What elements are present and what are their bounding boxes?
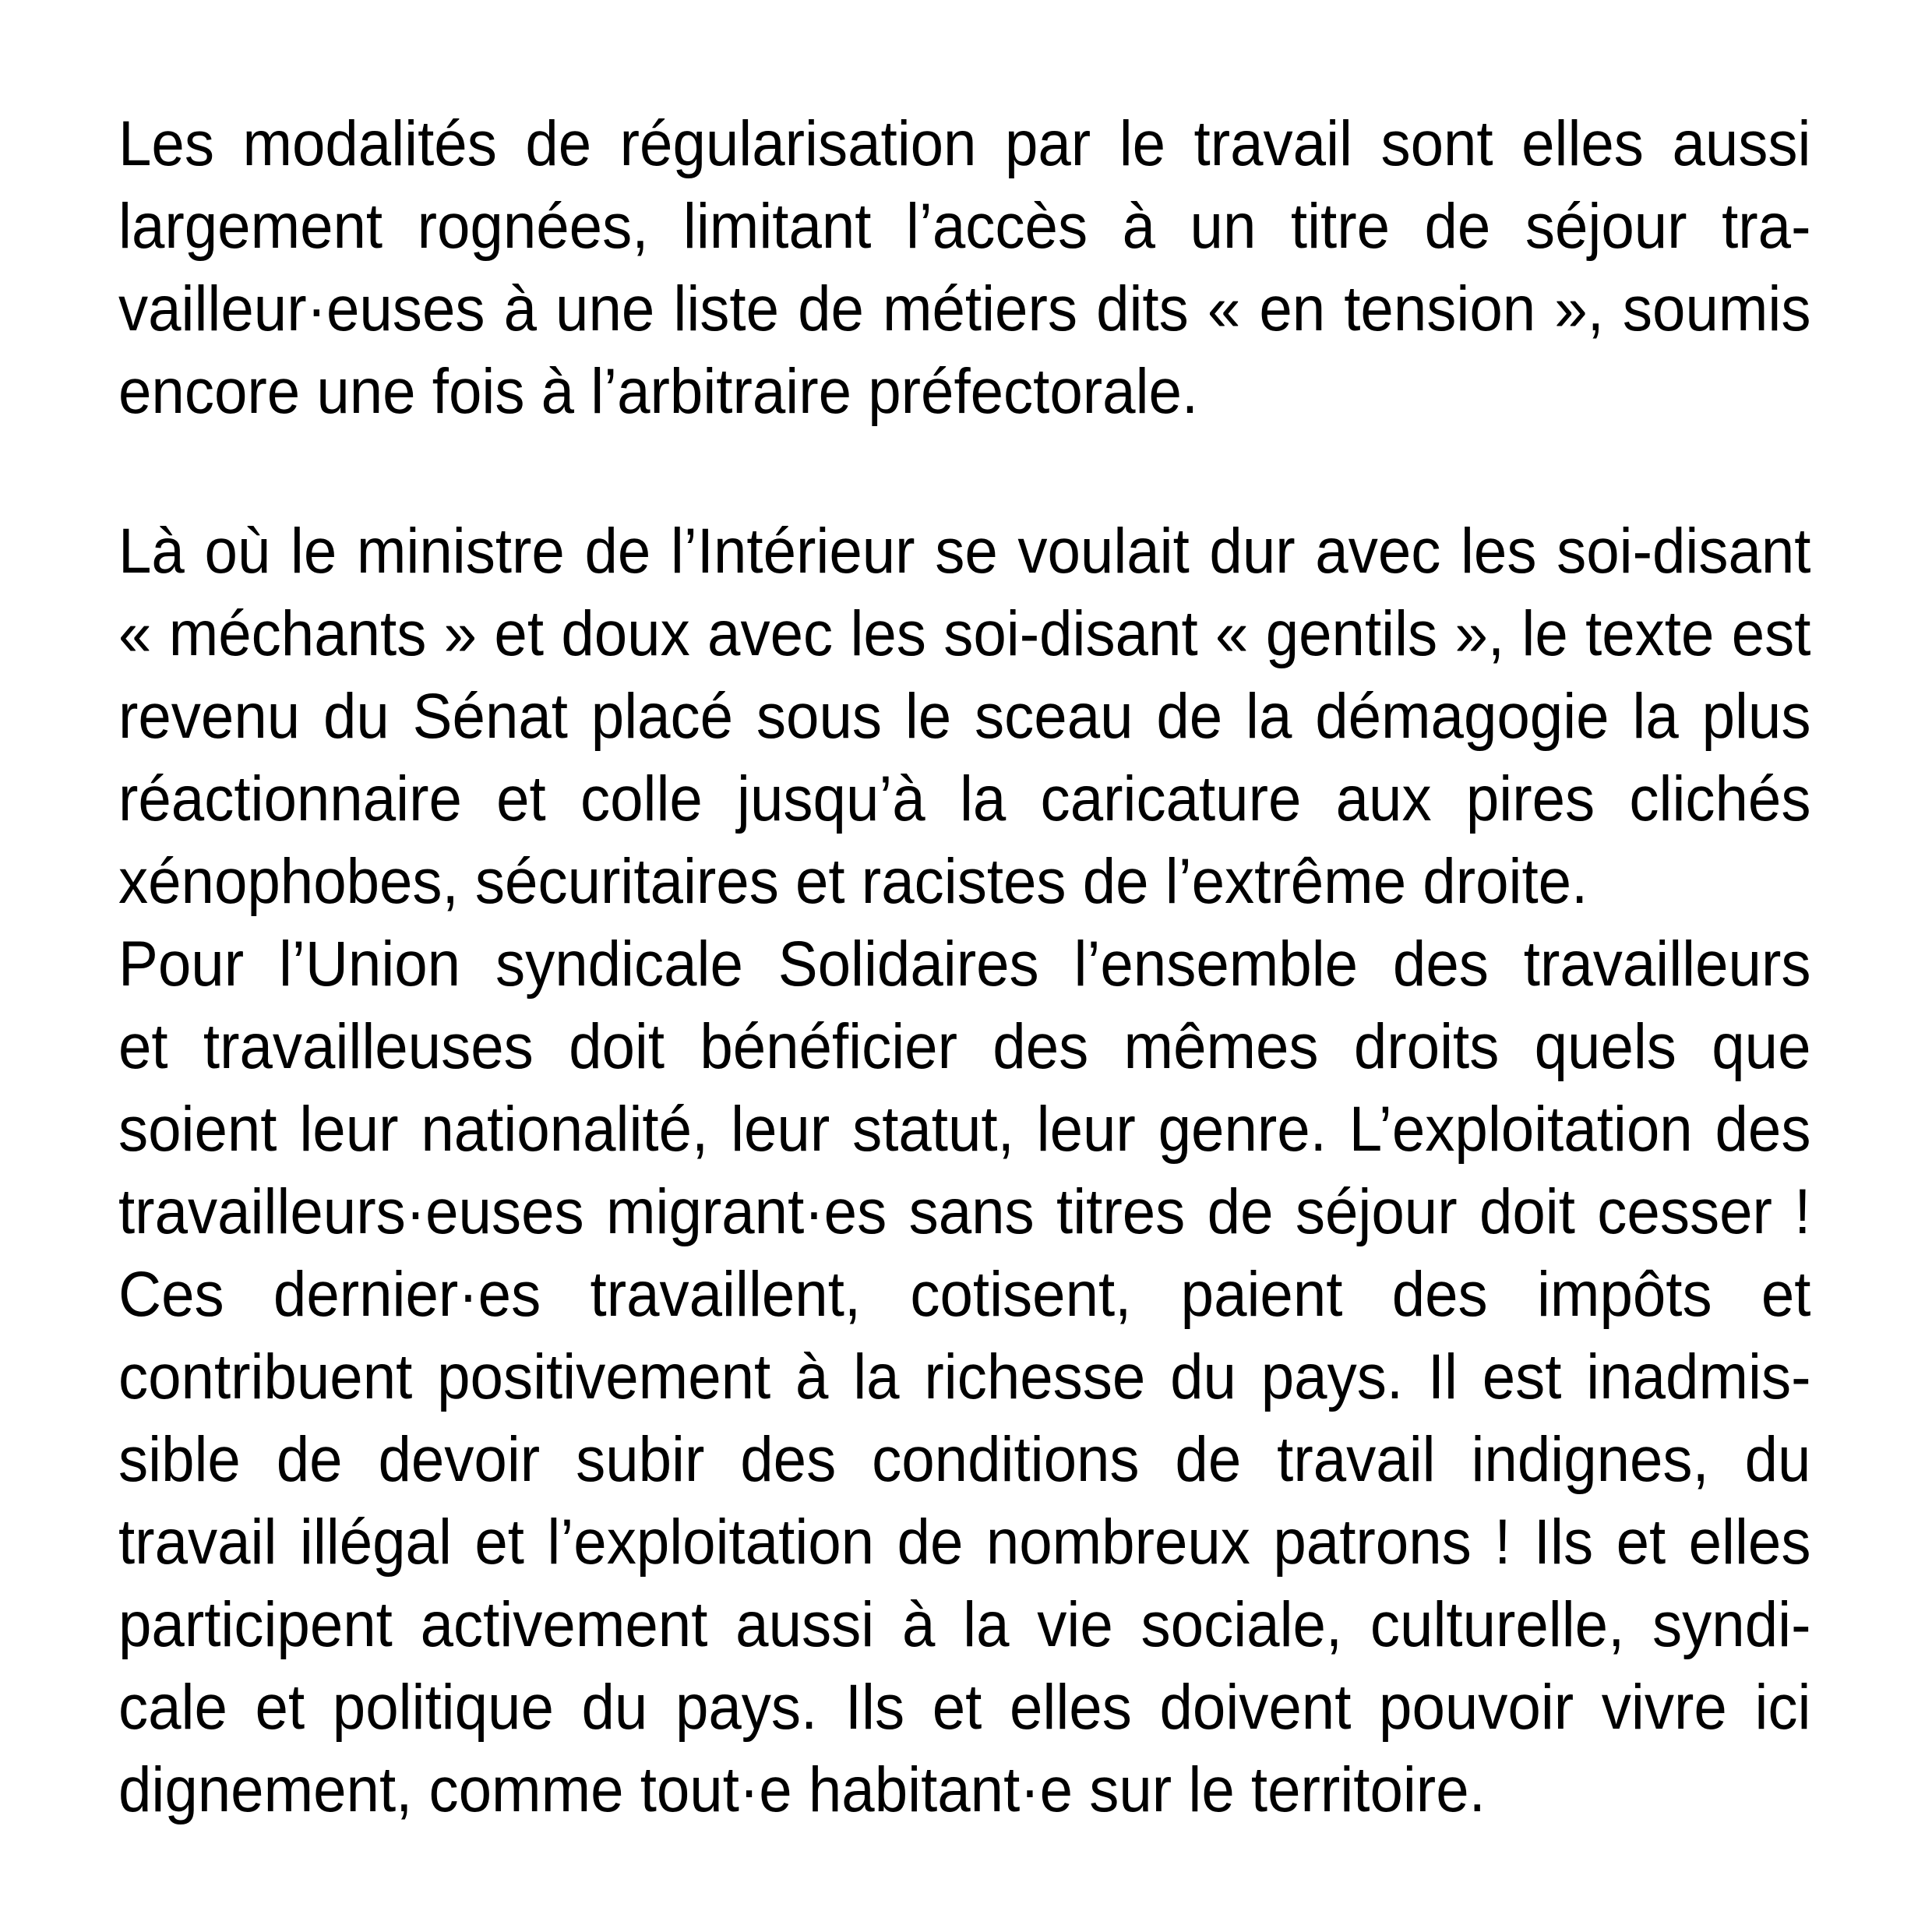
text-line: vailleur·euses à une liste de métiers dits « en tension », soumis — [118, 273, 1811, 344]
text-line: réactionnaire et colle jusqu’à la caricature aux pires clichés — [118, 763, 1811, 834]
text-line: encore une fois à l’arbitraire préfectorale. — [118, 356, 1199, 427]
paragraph-regularisation-travail — [118, 103, 1810, 433]
paragraph-union-syndicale-solidaires — [118, 923, 1810, 1832]
text-line: xénophobes, sécuritaires et racistes de l’extrême droite. — [118, 846, 1588, 917]
text-line: travail illégal et l’exploitation de nombreux patrons ! Ils et elles — [118, 1507, 1811, 1578]
text-line: cale et politique du pays. Ils et elles doivent pouvoir vivre ici — [118, 1672, 1811, 1743]
text-line: « méchants » et doux avec les soi-disant « gentils », le texte est — [118, 598, 1811, 669]
text-line: participent activement aussi à la vie sociale, culturelle, syndi- — [118, 1589, 1811, 1660]
text-line: dignement, comme tout·e habitant·e sur le territoire. — [118, 1754, 1486, 1825]
text-line: Ces dernier·es travaillent, cotisent, paient des impôts et — [118, 1259, 1811, 1330]
text-line: soient leur nationalité, leur statut, leur genre. L’exploitation des — [118, 1094, 1811, 1165]
text-line: Les modalités de régularisation par le travail sont elles aussi — [118, 108, 1811, 179]
text-line: travailleurs·euses migrant·es sans titres de séjour doit cesser ! — [118, 1176, 1811, 1247]
paragraph-ministre-senat — [118, 510, 1810, 923]
text-line: Là où le ministre de l’Intérieur se voulait dur avec les soi-disant — [118, 516, 1811, 587]
text-line: largement rognées, limitant l’accès à un titre de séjour tra- — [118, 191, 1811, 262]
text-line: et travailleuses doit bénéficier des mêmes droits quels que — [118, 1011, 1811, 1082]
text-line: Pour l’Union syndicale Solidaires l’ensemble des travailleurs — [118, 929, 1811, 999]
text-line: revenu du Sénat placé sous le sceau de la démagogie la plus — [118, 681, 1811, 752]
text-line: sible de devoir subir des conditions de travail indignes, du — [118, 1424, 1811, 1495]
text-line: contribuent positivement à la richesse du pays. Il est inadmis- — [118, 1341, 1811, 1412]
document-page — [118, 103, 1810, 1832]
